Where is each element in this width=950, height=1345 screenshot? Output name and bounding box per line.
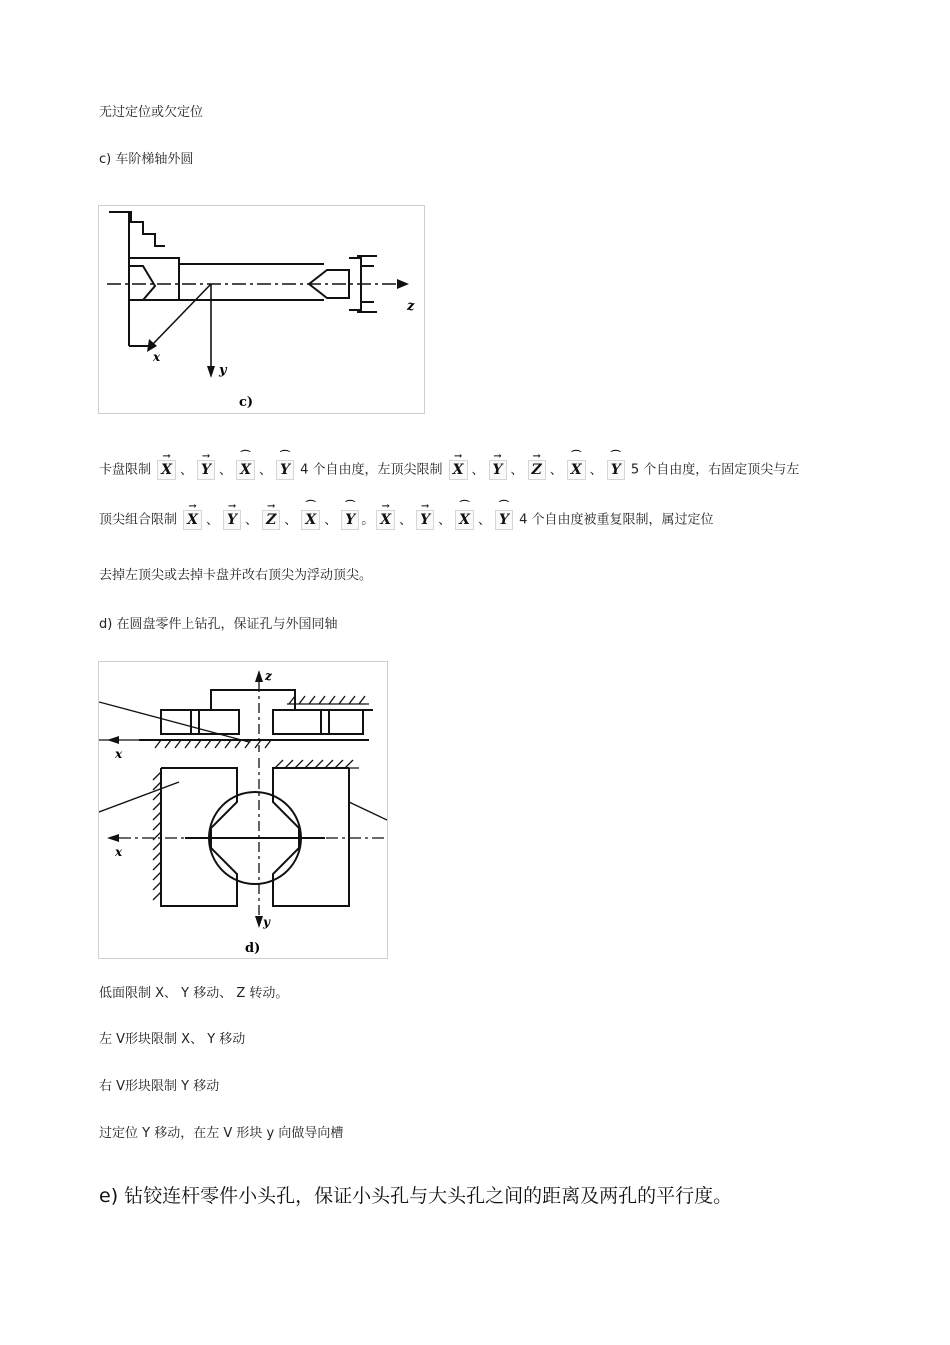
z-axis-arrowhead	[255, 670, 263, 682]
right-center-label: 5 个自由度，右固定顶尖与左	[630, 462, 800, 478]
figure-c-z-label: z	[407, 299, 415, 314]
symbol-y-move: → Y	[197, 460, 215, 480]
symbol-y-rotate: ⌒ Y	[341, 510, 359, 530]
symbol-x-rotate: ⌒ X	[301, 510, 320, 530]
text-line-chuck-constraints: 卡盘限制 → X 、 → Y 、 ⌒ X 、 ⌒ Y 4 个自由度，左顶尖限制 → X 、 → Y 、 → Z 、 ⌒ X 、 ⌒ Y 5 个自由度，右固定顶尖与左	[99, 451, 800, 478]
text-line-overpositioning: 无过定位或欠定位	[99, 105, 204, 120]
heading-c: c) 车阶梯轴外圆	[99, 152, 194, 167]
y-axis-arrowhead	[255, 916, 263, 928]
figure-d-y-label: y	[263, 915, 270, 929]
symbol-x-move: → X	[449, 460, 468, 480]
figure-d-x-label-bottom: x	[115, 845, 123, 859]
left-center-label: 4 个自由度，左顶尖限制	[300, 462, 443, 478]
text-line-overpositioning-fix: 过定位 Y 移动，在左 V 形块 y 向做导向槽	[99, 1126, 344, 1141]
figure-d-disk	[98, 661, 388, 959]
figure-c-lathe	[98, 205, 425, 414]
figure-c-caption: c)	[239, 395, 254, 410]
figure-d-drawing	[99, 662, 387, 958]
symbol-x-rotate: ⌒ X	[455, 510, 474, 530]
figure-c-drawing	[99, 206, 424, 413]
heading-e: e) 钻铰连杆零件小头孔，保证小头孔与大头孔之间的距离及两孔的平行度。	[99, 1185, 733, 1207]
combined-label: 顶尖组合限制	[99, 512, 178, 528]
figure-d-caption: d)	[245, 941, 261, 956]
text-line-combined-constraints: 顶尖组合限制 → X 、 → Y 、 → Z 、 ⌒ X 、 ⌒ Y 。 → X 、 → Y 、 ⌒ X 、 ⌒ Y 4 个自由度被重复限制，属过定位	[99, 501, 714, 528]
symbol-x-rotate: ⌒ X	[236, 460, 255, 480]
z-axis-arrowhead	[397, 279, 409, 289]
repeat-constraint-label: 4 个自由度被重复限制，属过定位	[519, 512, 714, 528]
symbol-z-move: → Z	[262, 510, 280, 530]
chuck-label: 卡盘限制	[99, 462, 152, 478]
symbol-y-move: → Y	[489, 460, 507, 480]
text-line-left-v-block: 左 V形块限制 X、 Y 移动	[99, 1032, 246, 1047]
symbol-y-move: → Y	[223, 510, 241, 530]
figure-d-z-label: z	[265, 669, 272, 683]
figure-d-x-label-top: x	[115, 747, 123, 761]
x-axis-arrowhead-top	[107, 736, 119, 744]
figure-c-y-label: y	[219, 363, 227, 378]
text-line-bottom-face: 低面限制 X、 Y 移动、 Z 转动。	[99, 986, 289, 1001]
symbol-y-rotate: ⌒ Y	[607, 460, 625, 480]
symbol-z-move: → Z	[528, 460, 546, 480]
symbol-x-move: → X	[157, 460, 176, 480]
y-axis-arrowhead	[207, 366, 215, 378]
text-line-fix-suggestion: 去掉左顶尖或去掉卡盘并改右顶尖为浮动顶尖。	[99, 568, 373, 583]
symbol-y-rotate: ⌒ Y	[276, 460, 294, 480]
symbol-x-rotate: ⌒ X	[567, 460, 586, 480]
text-line-right-v-block: 右 V形块限制 Y 移动	[99, 1079, 220, 1094]
x-axis-arrowhead-bottom	[107, 834, 119, 842]
symbol-x-move: → X	[183, 510, 202, 530]
symbol-y-rotate: ⌒ Y	[495, 510, 513, 530]
symbol-y-move: → Y	[416, 510, 434, 530]
figure-c-x-label: x	[153, 350, 161, 364]
symbol-x-move: → X	[376, 510, 395, 530]
heading-d: d) 在圆盘零件上钻孔，保证孔与外国同轴	[99, 617, 338, 632]
